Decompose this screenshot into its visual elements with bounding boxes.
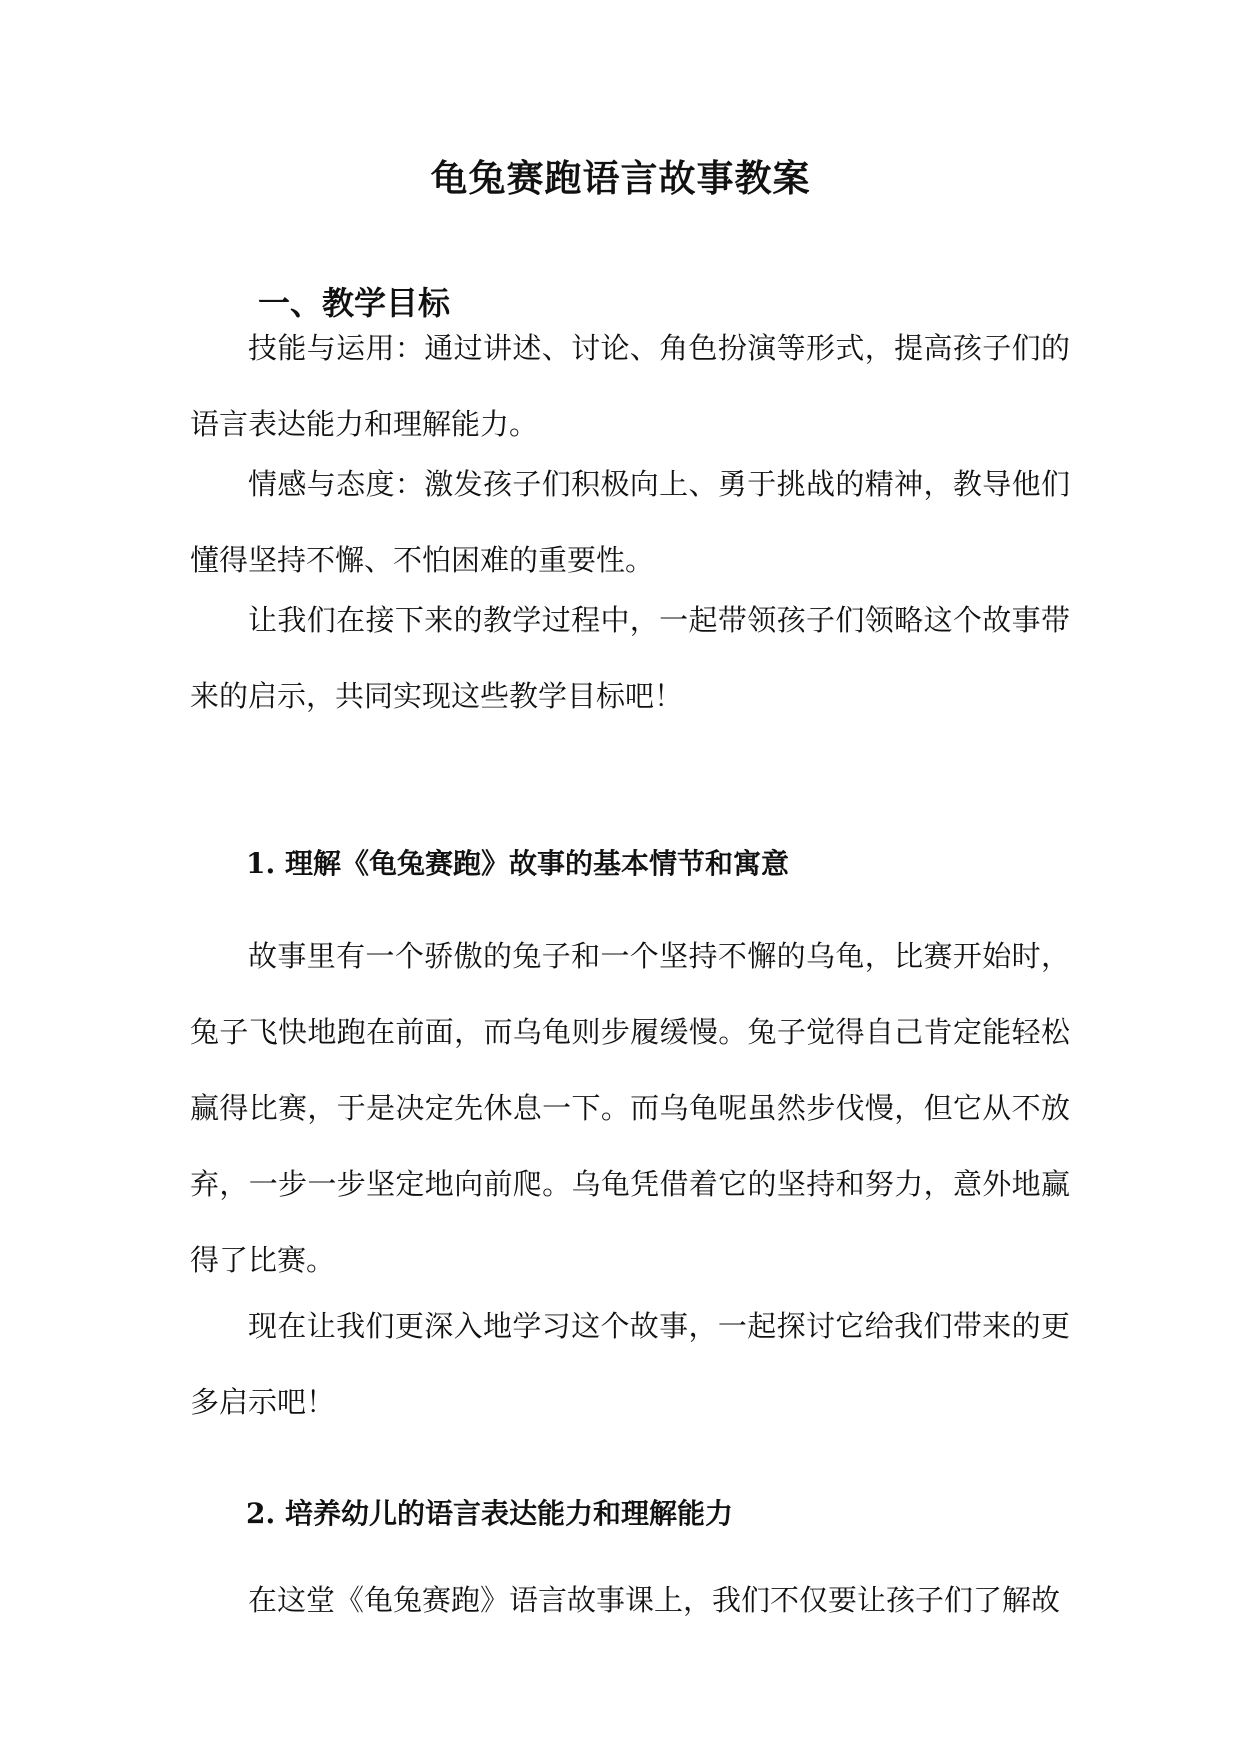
paragraph-process: 让我们在接下来的教学过程中，一起带领孩子们领略这个故事带来的启示，共同实现这些教学目标吧！: [190, 603, 1070, 713]
paragraph-skills: 技能与运用：通过讲述、讨论、角色扮演等形式，提高孩子们的语言表达能力和理解能力。: [190, 331, 1070, 441]
paragraph-story-summary: 故事里有一个骄傲的兔子和一个坚持不懈的乌龟，比赛开始时，兔子飞快地跑在前面，而乌龟则步履缓慢。兔子觉得自己肯定能轻松赢得比赛，于是决定先休息一下。而乌龟呢虽然步伐慢，但它从不放弃，一步一步坚定地向前爬。乌龟凭借着它的坚持和努力，意外地赢得了比赛。: [190, 939, 1070, 1277]
paragraph-class-intro: 在这堂《龟兔赛跑》语言故事课上，我们不仅要让孩子们了解故: [248, 1583, 1061, 1617]
document-title: 龟兔赛跑语言故事教案: [430, 156, 811, 200]
subsection-heading-language-ability: 2. 培养幼儿的语言表达能力和理解能力: [246, 1497, 733, 1530]
section-heading-teaching-goals: 一、教学目标: [258, 284, 451, 322]
paragraph-deeper-study: 现在让我们更深入地学习这个故事，一起探讨它给我们带来的更多启示吧！: [190, 1309, 1070, 1419]
paragraph-emotion: 情感与态度：激发孩子们积极向上、勇于挑战的精神，教导他们懂得坚持不懈、不怕困难的重要性。: [190, 467, 1070, 577]
subsection-heading-understand-story: 1. 理解《龟兔赛跑》故事的基本情节和寓意: [246, 847, 789, 880]
